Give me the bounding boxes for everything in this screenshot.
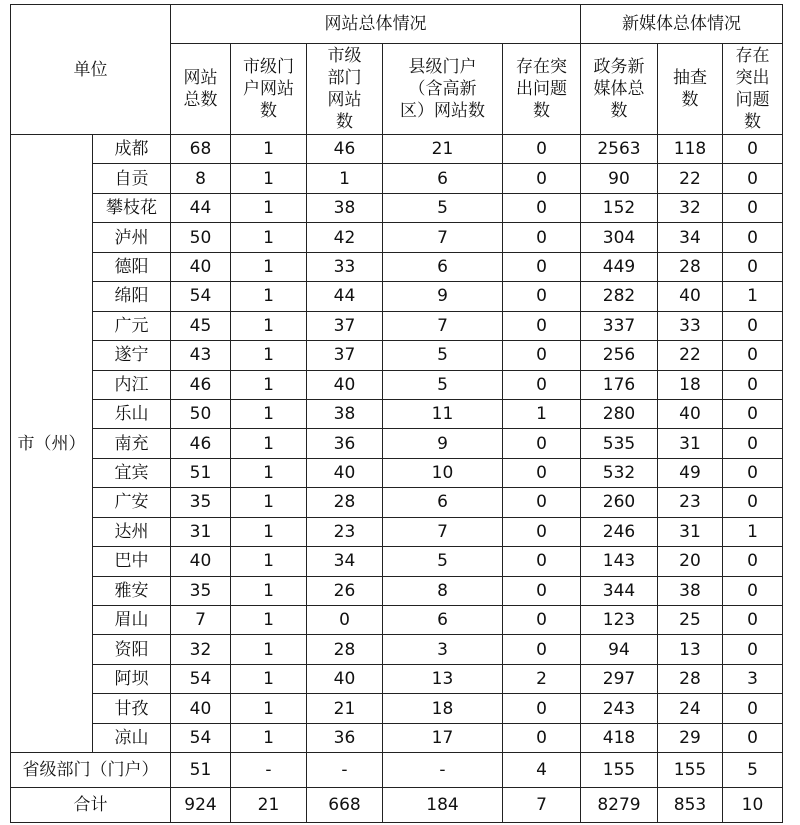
cell-city-dept: 28 bbox=[307, 488, 383, 517]
cell-county-portal: - bbox=[383, 753, 503, 788]
row-name: 凉山 bbox=[93, 723, 171, 752]
row-name: 甘孜 bbox=[93, 694, 171, 723]
cell-website-total: 40 bbox=[171, 252, 231, 281]
cell-sampled: 33 bbox=[658, 311, 723, 340]
table-row bbox=[11, 694, 783, 723]
cell-city-portal: 1 bbox=[231, 547, 307, 576]
cell-media-total: 344 bbox=[581, 576, 658, 605]
row-name: 雅安 bbox=[93, 576, 171, 605]
cell-website-issues: 0 bbox=[503, 488, 581, 517]
cell-county-portal: 11 bbox=[383, 399, 503, 428]
row-name: 自贡 bbox=[93, 164, 171, 193]
cell-website-total: 7 bbox=[171, 606, 231, 635]
row-name: 宜宾 bbox=[93, 458, 171, 487]
cell-city-dept: 28 bbox=[307, 635, 383, 664]
cell-website-issues: 0 bbox=[503, 252, 581, 281]
cell-county-portal: 10 bbox=[383, 458, 503, 487]
row-name: 内江 bbox=[93, 370, 171, 399]
cell-media-issues: 0 bbox=[723, 723, 783, 752]
cell-county-portal: 6 bbox=[383, 606, 503, 635]
cell-media-total: 2563 bbox=[581, 135, 658, 164]
cell-media-issues: 0 bbox=[723, 135, 783, 164]
cell-website-total: 45 bbox=[171, 311, 231, 340]
cell-city-dept: 36 bbox=[307, 429, 383, 458]
cell-city-portal: 1 bbox=[231, 341, 307, 370]
cell-website-issues: 0 bbox=[503, 282, 581, 311]
cell-media-total: 90 bbox=[581, 164, 658, 193]
table-row bbox=[11, 723, 783, 752]
cell-media-issues: 0 bbox=[723, 399, 783, 428]
cell-media-issues: 0 bbox=[723, 576, 783, 605]
cell-sampled: 155 bbox=[658, 753, 723, 788]
table-row bbox=[11, 370, 783, 399]
row-name: 绵阳 bbox=[93, 282, 171, 311]
table-row bbox=[11, 635, 783, 664]
cell-media-issues: 0 bbox=[723, 429, 783, 458]
cell-website-total: 44 bbox=[171, 193, 231, 222]
cell-media-total: 418 bbox=[581, 723, 658, 752]
cell-media-issues: 10 bbox=[723, 788, 783, 823]
cell-city-portal: 1 bbox=[231, 429, 307, 458]
table-row bbox=[11, 164, 783, 193]
col-header-city-portal: 市级门 户网站 数 bbox=[231, 44, 307, 135]
cell-website-total: 40 bbox=[171, 694, 231, 723]
cell-website-issues: 7 bbox=[503, 788, 581, 823]
cell-media-total: 337 bbox=[581, 311, 658, 340]
cell-county-portal: 8 bbox=[383, 576, 503, 605]
provincial-row-label: 省级部门（门户） bbox=[11, 753, 171, 788]
cell-website-total: 50 bbox=[171, 223, 231, 252]
cell-website-issues: 0 bbox=[503, 576, 581, 605]
col-header-website-total: 网站 总数 bbox=[171, 44, 231, 135]
row-name: 攀枝花 bbox=[93, 193, 171, 222]
cell-sampled: 22 bbox=[658, 341, 723, 370]
cell-website-issues: 0 bbox=[503, 164, 581, 193]
cell-sampled: 49 bbox=[658, 458, 723, 487]
total-row-label: 合计 bbox=[11, 788, 171, 823]
cell-website-issues: 0 bbox=[503, 694, 581, 723]
cell-county-portal: 184 bbox=[383, 788, 503, 823]
cell-website-issues: 0 bbox=[503, 458, 581, 487]
cell-website-total: 46 bbox=[171, 370, 231, 399]
cell-city-portal: 1 bbox=[231, 399, 307, 428]
table-row bbox=[11, 547, 783, 576]
cell-city-portal: 1 bbox=[231, 517, 307, 546]
cell-city-dept: 37 bbox=[307, 341, 383, 370]
cell-media-total: 94 bbox=[581, 635, 658, 664]
total-row bbox=[11, 788, 783, 823]
cell-city-portal: 1 bbox=[231, 370, 307, 399]
row-name: 遂宁 bbox=[93, 341, 171, 370]
table-row bbox=[11, 488, 783, 517]
col-header-city-dept: 市级 部门 网站 数 bbox=[307, 44, 383, 135]
cell-media-issues: 0 bbox=[723, 223, 783, 252]
statistics-table bbox=[10, 4, 783, 823]
cell-city-dept: 26 bbox=[307, 576, 383, 605]
unit-header: 单位 bbox=[11, 5, 171, 135]
cell-media-issues: 0 bbox=[723, 458, 783, 487]
cell-media-issues: 1 bbox=[723, 517, 783, 546]
cell-website-total: 35 bbox=[171, 488, 231, 517]
cell-media-issues: 0 bbox=[723, 370, 783, 399]
website-group-header: 网站总体情况 bbox=[171, 5, 581, 44]
provincial-row bbox=[11, 753, 783, 788]
cell-website-total: 43 bbox=[171, 341, 231, 370]
cell-media-total: 152 bbox=[581, 193, 658, 222]
cell-city-portal: - bbox=[231, 753, 307, 788]
cell-media-issues: 0 bbox=[723, 635, 783, 664]
table-row bbox=[11, 606, 783, 635]
cell-county-portal: 5 bbox=[383, 547, 503, 576]
cell-media-issues: 0 bbox=[723, 164, 783, 193]
row-name: 泸州 bbox=[93, 223, 171, 252]
cell-media-issues: 0 bbox=[723, 311, 783, 340]
cell-city-dept: 46 bbox=[307, 135, 383, 164]
row-name: 广安 bbox=[93, 488, 171, 517]
cell-city-portal: 1 bbox=[231, 193, 307, 222]
cell-county-portal: 5 bbox=[383, 193, 503, 222]
cell-county-portal: 9 bbox=[383, 282, 503, 311]
cell-website-issues: 0 bbox=[503, 723, 581, 752]
cell-sampled: 20 bbox=[658, 547, 723, 576]
cell-city-dept: 40 bbox=[307, 458, 383, 487]
table-row bbox=[11, 429, 783, 458]
cell-county-portal: 21 bbox=[383, 135, 503, 164]
cell-website-total: 32 bbox=[171, 635, 231, 664]
cell-city-dept: 23 bbox=[307, 517, 383, 546]
row-name: 眉山 bbox=[93, 606, 171, 635]
cell-media-total: 123 bbox=[581, 606, 658, 635]
cell-city-dept: 38 bbox=[307, 193, 383, 222]
cell-media-total: 304 bbox=[581, 223, 658, 252]
row-name: 成都 bbox=[93, 135, 171, 164]
cell-website-issues: 0 bbox=[503, 311, 581, 340]
cell-sampled: 32 bbox=[658, 193, 723, 222]
col-header-sampled: 抽查 数 bbox=[658, 44, 723, 135]
cell-city-dept: 37 bbox=[307, 311, 383, 340]
cell-city-dept: 34 bbox=[307, 547, 383, 576]
cell-sampled: 31 bbox=[658, 429, 723, 458]
cell-sampled: 24 bbox=[658, 694, 723, 723]
cell-website-issues: 0 bbox=[503, 635, 581, 664]
cell-media-total: 282 bbox=[581, 282, 658, 311]
cell-county-portal: 6 bbox=[383, 164, 503, 193]
cell-sampled: 13 bbox=[658, 635, 723, 664]
cell-media-total: 155 bbox=[581, 753, 658, 788]
cell-media-issues: 0 bbox=[723, 547, 783, 576]
cell-city-dept: 40 bbox=[307, 664, 383, 693]
table-row bbox=[11, 399, 783, 428]
table-row bbox=[11, 282, 783, 311]
cell-city-dept: 21 bbox=[307, 694, 383, 723]
cell-media-total: 532 bbox=[581, 458, 658, 487]
cell-website-total: 51 bbox=[171, 753, 231, 788]
cell-city-dept: 0 bbox=[307, 606, 383, 635]
cell-media-total: 256 bbox=[581, 341, 658, 370]
cell-media-total: 143 bbox=[581, 547, 658, 576]
cell-sampled: 28 bbox=[658, 252, 723, 281]
table-row bbox=[11, 341, 783, 370]
table-row bbox=[11, 223, 783, 252]
cell-county-portal: 7 bbox=[383, 311, 503, 340]
cell-website-total: 51 bbox=[171, 458, 231, 487]
cell-website-issues: 0 bbox=[503, 606, 581, 635]
row-name: 资阳 bbox=[93, 635, 171, 664]
cell-county-portal: 7 bbox=[383, 517, 503, 546]
table-row bbox=[11, 576, 783, 605]
cell-website-total: 924 bbox=[171, 788, 231, 823]
cell-media-total: 535 bbox=[581, 429, 658, 458]
cell-website-issues: 1 bbox=[503, 399, 581, 428]
cell-county-portal: 7 bbox=[383, 223, 503, 252]
cell-media-total: 260 bbox=[581, 488, 658, 517]
cell-sampled: 23 bbox=[658, 488, 723, 517]
cell-media-issues: 3 bbox=[723, 664, 783, 693]
cell-city-portal: 21 bbox=[231, 788, 307, 823]
cell-county-portal: 5 bbox=[383, 341, 503, 370]
cell-city-portal: 1 bbox=[231, 311, 307, 340]
cell-county-portal: 5 bbox=[383, 370, 503, 399]
cell-city-portal: 1 bbox=[231, 635, 307, 664]
table-row bbox=[11, 458, 783, 487]
cell-sampled: 29 bbox=[658, 723, 723, 752]
row-name: 德阳 bbox=[93, 252, 171, 281]
cell-media-issues: 5 bbox=[723, 753, 783, 788]
table-row bbox=[11, 311, 783, 340]
cell-city-portal: 1 bbox=[231, 282, 307, 311]
cell-website-issues: 0 bbox=[503, 193, 581, 222]
row-name: 巴中 bbox=[93, 547, 171, 576]
cell-city-dept: 42 bbox=[307, 223, 383, 252]
cell-county-portal: 18 bbox=[383, 694, 503, 723]
cell-website-total: 46 bbox=[171, 429, 231, 458]
cell-city-dept: 44 bbox=[307, 282, 383, 311]
cell-county-portal: 9 bbox=[383, 429, 503, 458]
col-header-website-issues: 存在突 出问题 数 bbox=[503, 44, 581, 135]
cell-city-portal: 1 bbox=[231, 223, 307, 252]
cell-sampled: 22 bbox=[658, 164, 723, 193]
cell-website-issues: 0 bbox=[503, 370, 581, 399]
cell-website-total: 35 bbox=[171, 576, 231, 605]
cell-website-total: 54 bbox=[171, 664, 231, 693]
cell-website-total: 54 bbox=[171, 282, 231, 311]
cell-website-issues: 0 bbox=[503, 341, 581, 370]
cell-media-total: 449 bbox=[581, 252, 658, 281]
cell-county-portal: 6 bbox=[383, 252, 503, 281]
cell-sampled: 34 bbox=[658, 223, 723, 252]
cell-website-issues: 4 bbox=[503, 753, 581, 788]
cell-sampled: 40 bbox=[658, 399, 723, 428]
cell-website-issues: 0 bbox=[503, 547, 581, 576]
cell-county-portal: 6 bbox=[383, 488, 503, 517]
cell-media-issues: 0 bbox=[723, 606, 783, 635]
table-row bbox=[11, 135, 783, 164]
cell-media-issues: 0 bbox=[723, 488, 783, 517]
cell-media-total: 297 bbox=[581, 664, 658, 693]
cell-county-portal: 3 bbox=[383, 635, 503, 664]
cell-media-issues: 0 bbox=[723, 341, 783, 370]
cell-sampled: 118 bbox=[658, 135, 723, 164]
cell-city-portal: 1 bbox=[231, 458, 307, 487]
cell-website-total: 68 bbox=[171, 135, 231, 164]
cell-media-total: 176 bbox=[581, 370, 658, 399]
cell-media-issues: 1 bbox=[723, 282, 783, 311]
col-header-media-issues: 存在 突出 问题 数 bbox=[723, 44, 783, 135]
cell-county-portal: 17 bbox=[383, 723, 503, 752]
group-label-city: 市（州） bbox=[11, 135, 93, 753]
cell-city-dept: 36 bbox=[307, 723, 383, 752]
cell-city-portal: 1 bbox=[231, 694, 307, 723]
header-row-group bbox=[11, 5, 783, 44]
cell-sampled: 25 bbox=[658, 606, 723, 635]
cell-website-issues: 0 bbox=[503, 429, 581, 458]
cell-city-dept: - bbox=[307, 753, 383, 788]
cell-county-portal: 13 bbox=[383, 664, 503, 693]
cell-website-issues: 0 bbox=[503, 135, 581, 164]
row-name: 达州 bbox=[93, 517, 171, 546]
cell-city-dept: 40 bbox=[307, 370, 383, 399]
cell-city-dept: 1 bbox=[307, 164, 383, 193]
table-row bbox=[11, 517, 783, 546]
cell-website-issues: 2 bbox=[503, 664, 581, 693]
cell-city-portal: 1 bbox=[231, 576, 307, 605]
cell-media-issues: 0 bbox=[723, 694, 783, 723]
cell-city-portal: 1 bbox=[231, 252, 307, 281]
cell-media-total: 8279 bbox=[581, 788, 658, 823]
cell-sampled: 28 bbox=[658, 664, 723, 693]
cell-website-total: 8 bbox=[171, 164, 231, 193]
cell-sampled: 31 bbox=[658, 517, 723, 546]
cell-media-total: 246 bbox=[581, 517, 658, 546]
cell-media-total: 280 bbox=[581, 399, 658, 428]
cell-sampled: 853 bbox=[658, 788, 723, 823]
row-name: 乐山 bbox=[93, 399, 171, 428]
cell-city-dept: 33 bbox=[307, 252, 383, 281]
col-header-county-portal: 县级门户 （含高新 区）网站数 bbox=[383, 44, 503, 135]
cell-media-total: 243 bbox=[581, 694, 658, 723]
cell-sampled: 40 bbox=[658, 282, 723, 311]
row-name: 广元 bbox=[93, 311, 171, 340]
cell-website-issues: 0 bbox=[503, 517, 581, 546]
cell-city-dept: 38 bbox=[307, 399, 383, 428]
cell-city-portal: 1 bbox=[231, 606, 307, 635]
cell-website-total: 40 bbox=[171, 547, 231, 576]
cell-city-portal: 1 bbox=[231, 164, 307, 193]
cell-website-total: 50 bbox=[171, 399, 231, 428]
cell-sampled: 38 bbox=[658, 576, 723, 605]
cell-city-portal: 1 bbox=[231, 488, 307, 517]
cell-website-total: 31 bbox=[171, 517, 231, 546]
media-group-header: 新媒体总体情况 bbox=[581, 5, 783, 44]
cell-sampled: 18 bbox=[658, 370, 723, 399]
table-row bbox=[11, 193, 783, 222]
cell-media-issues: 0 bbox=[723, 252, 783, 281]
cell-city-dept: 668 bbox=[307, 788, 383, 823]
row-name: 南充 bbox=[93, 429, 171, 458]
cell-website-total: 54 bbox=[171, 723, 231, 752]
cell-website-issues: 0 bbox=[503, 223, 581, 252]
table-row bbox=[11, 664, 783, 693]
table-row bbox=[11, 252, 783, 281]
row-name: 阿坝 bbox=[93, 664, 171, 693]
cell-media-issues: 0 bbox=[723, 193, 783, 222]
cell-city-portal: 1 bbox=[231, 135, 307, 164]
cell-city-portal: 1 bbox=[231, 723, 307, 752]
cell-city-portal: 1 bbox=[231, 664, 307, 693]
col-header-media-total: 政务新 媒体总 数 bbox=[581, 44, 658, 135]
